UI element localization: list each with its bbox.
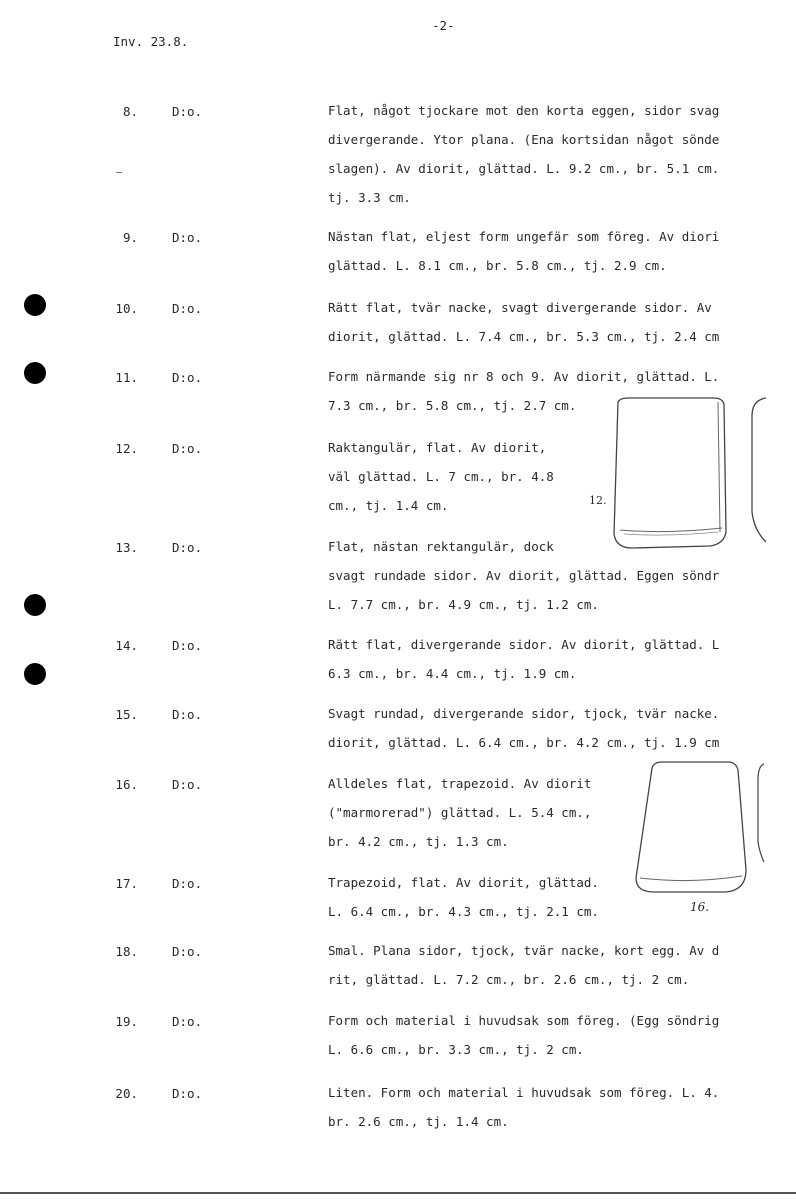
entry-number: 12. <box>115 441 138 456</box>
sketch-item-16 <box>630 758 794 898</box>
entry-description <box>328 293 794 351</box>
entry-ditto: D:o. <box>172 777 203 792</box>
entry-ditto: D:o. <box>172 944 203 959</box>
description-line: tj. 3.3 cm. <box>328 190 411 205</box>
entry-ditto: D:o. <box>172 370 203 385</box>
description-line: slagen). Av diorit, glättad. L. 9.2 cm., br. 5.1 cm. <box>328 161 720 176</box>
entry-number: 13. <box>115 540 138 555</box>
entry-description <box>328 868 638 926</box>
description-line: L. 6.6 cm., br. 3.3 cm., tj. 2 cm. <box>328 1042 584 1057</box>
description-line: ("marmorerad") glättad. L. 5.4 cm., <box>328 805 592 820</box>
entry-number: 18. <box>115 944 138 959</box>
description-line: br. 4.2 cm., tj. 1.3 cm. <box>328 834 509 849</box>
sketch-16-label: 16. <box>690 900 710 914</box>
entry-ditto: D:o. <box>172 301 203 316</box>
entry-number: 9. <box>122 230 138 245</box>
entry-ditto: D:o. <box>172 707 203 722</box>
description-line: glättad. L. 8.1 cm., br. 5.8 cm., tj. 2.9 cm. <box>328 258 667 273</box>
entry-number: 15. <box>115 707 138 722</box>
punch-hole-3 <box>24 594 46 616</box>
entry-ditto: D:o. <box>172 540 203 555</box>
entry-description <box>328 96 794 212</box>
margin-dash-mark <box>116 172 122 173</box>
description-line: 7.3 cm., br. 5.8 cm., tj. 2.7 cm. <box>328 398 577 413</box>
description-line: Raktangulär, flat. Av diorit, <box>328 440 547 455</box>
description-line: Flat, något tjockare mot den korta eggen, sidor svag <box>328 103 720 118</box>
description-line: br. 2.6 cm., tj. 1.4 cm. <box>328 1114 509 1129</box>
sketch-12-label: 12. <box>589 494 607 507</box>
description-line: rit, glättad. L. 7.2 cm., br. 2.6 cm., tj. 2 cm. <box>328 972 690 987</box>
inventory-number: Inv. 23.8. <box>113 34 189 49</box>
entry-ditto: D:o. <box>172 441 203 456</box>
entry-number: 20. <box>115 1086 138 1101</box>
entry-number: 8. <box>122 104 138 119</box>
description-line: 6.3 cm., br. 4.4 cm., tj. 1.9 cm. <box>328 666 577 681</box>
description-line: Alldeles flat, trapezoid. Av diorit <box>328 776 592 791</box>
entry-description <box>328 222 794 280</box>
description-line: Smal. Plana sidor, tjock, tvär nacke, kort egg. Av d <box>328 943 720 958</box>
description-line: Trapezoid, flat. Av diorit, glättad. <box>328 875 599 890</box>
page-bottom-rule <box>0 1192 796 1194</box>
entry-ditto: D:o. <box>172 876 203 891</box>
description-line: Nästan flat, eljest form ungefär som föreg. Av diori <box>328 229 720 244</box>
punch-hole-1 <box>24 294 46 316</box>
entry-number: 10. <box>115 301 138 316</box>
punch-hole-2 <box>24 362 46 384</box>
entry-description <box>328 936 794 994</box>
description-line: diorit, glättad. L. 6.4 cm., br. 4.2 cm., tj. 1.9 cm <box>328 735 720 750</box>
sketch-item-12 <box>606 392 792 554</box>
entry-number: 19. <box>115 1014 138 1029</box>
description-line: Rätt flat, divergerande sidor. Av diorit, glättad. L <box>328 637 720 652</box>
description-line: Liten. Form och material i huvudsak som föreg. L. 4. <box>328 1085 720 1100</box>
description-line: Svagt rundad, divergerande sidor, tjock, tvär nacke. <box>328 706 720 721</box>
description-line: väl glättad. L. 7 cm., br. 4.8 <box>328 469 554 484</box>
entry-description <box>328 1078 794 1136</box>
description-line: L. 6.4 cm., br. 4.3 cm., tj. 2.1 cm. <box>328 904 599 919</box>
entry-number: 11. <box>115 370 138 385</box>
description-line: svagt rundade sidor. Av diorit, glättad. Eggen söndr <box>328 568 720 583</box>
description-line: Flat, nästan rektangulär, dock <box>328 539 554 554</box>
description-line: cm., tj. 1.4 cm. <box>328 498 449 513</box>
entry-number: 16. <box>115 777 138 792</box>
description-line: L. 7.7 cm., br. 4.9 cm., tj. 1.2 cm. <box>328 597 599 612</box>
entry-description <box>328 1006 794 1064</box>
entry-description <box>328 630 794 688</box>
description-line: divergerande. Ytor plana. (Ena kortsidan något sönde <box>328 132 720 147</box>
entry-ditto: D:o. <box>172 104 203 119</box>
entry-ditto: D:o. <box>172 1086 203 1101</box>
entry-description <box>328 699 794 757</box>
entry-ditto: D:o. <box>172 230 203 245</box>
entry-description <box>328 769 628 856</box>
entry-number: 17. <box>115 876 138 891</box>
page-number: -2- <box>432 18 455 33</box>
description-line: Rätt flat, tvär nacke, svagt divergerande sidor. Av <box>328 300 712 315</box>
description-line: Form och material i huvudsak som föreg. (Egg söndrig <box>328 1013 720 1028</box>
punch-hole-4 <box>24 663 46 685</box>
entry-ditto: D:o. <box>172 638 203 653</box>
entry-number: 14. <box>115 638 138 653</box>
description-line: Form närmande sig nr 8 och 9. Av diorit, glättad. L. <box>328 369 720 384</box>
entry-ditto: D:o. <box>172 1014 203 1029</box>
description-line: diorit, glättad. L. 7.4 cm., br. 5.3 cm., tj. 2.4 cm <box>328 329 720 344</box>
entry-description <box>328 433 588 520</box>
